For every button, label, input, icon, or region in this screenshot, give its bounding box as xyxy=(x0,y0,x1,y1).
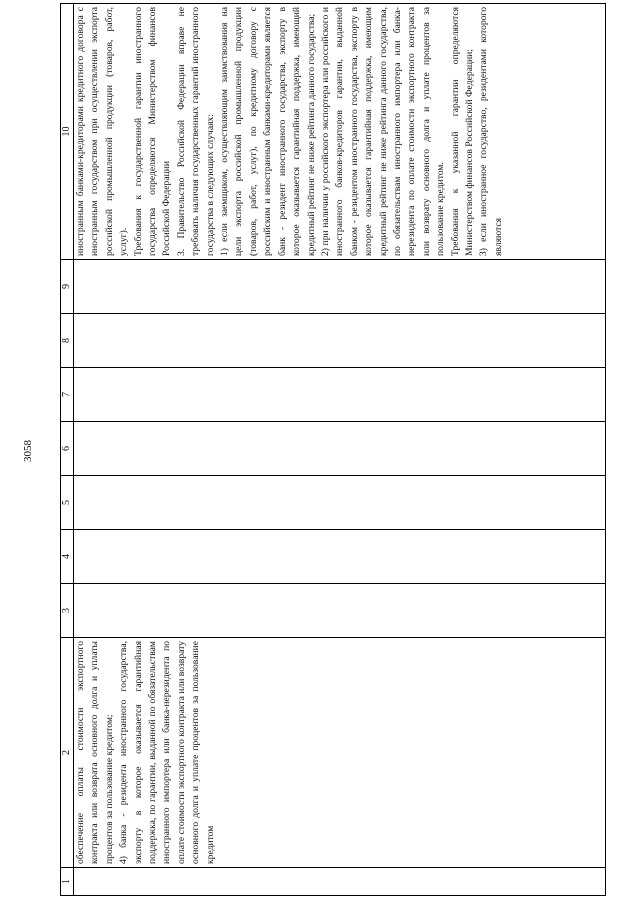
column-header: 7 xyxy=(61,368,74,422)
column-header: 6 xyxy=(61,422,74,476)
column10-paragraph: 1) если заемщиком, осуществляющим заимствования на цели экспорта российской промышленной продукции (товаров, работ, услуг), по кредитному договору с российским и иностранным банками-кредиторами является банк - резидент иностранного государства, экспорту в которое оказывается гарантийная поддержка, имеющий кредитный рейтинг не ниже рейтинга данного государства; xyxy=(219,7,317,256)
column-header: 2 xyxy=(61,638,74,868)
column-header: 5 xyxy=(61,476,74,530)
rotated-table-sheet xyxy=(60,4,606,896)
cell-column-2 xyxy=(74,638,606,868)
cell-column-9 xyxy=(74,260,606,314)
column10-paragraph: Требования к государственной гарантии иностранного государства определяются Министерством финансов Российской Федерации xyxy=(132,7,173,256)
column-header: 1 xyxy=(61,868,74,896)
cell-column-3 xyxy=(74,584,606,638)
column10-paragraph: 3) если иностранное государство, резидентами которого являются xyxy=(478,7,504,256)
column10-paragraph: иностранным банками-кредиторами кредитного договора с иностранным государством при осуществлении экспорта российской промышленной продукции (товаров, работ, услуг). xyxy=(75,7,130,256)
document-table xyxy=(60,3,606,896)
column2-paragraph: 4) банка - резидента иностранного государства, экспорту в которое оказывается гарантийная поддержка, по гарантии, выданной по обязательствам иностранного импортера или банка-нерезидента по оплате стоимости экспортного контракта или возврату основного долга и уплате процентов за пользование кредитом xyxy=(118,640,216,864)
page-number: 3058 xyxy=(22,440,34,462)
column-header: 4 xyxy=(61,530,74,584)
cell-column-10 xyxy=(74,4,606,260)
cell-column-8 xyxy=(74,314,606,368)
column-number-row xyxy=(61,4,74,896)
cell-column-6 xyxy=(74,422,606,476)
cell-column-1 xyxy=(74,868,606,896)
cell-column-7 xyxy=(74,368,606,422)
cell-column-4 xyxy=(74,530,606,584)
column-header: 9 xyxy=(61,260,74,314)
column-header: 10 xyxy=(61,4,74,260)
table-row xyxy=(74,4,606,896)
column10-paragraph: 3. Правительство Российской Федерации вправе не требовать наличия государственных гарантий иностранного государства в следующих случаях: xyxy=(175,7,216,256)
cell-column-5 xyxy=(74,476,606,530)
column-header: 8 xyxy=(61,314,74,368)
column2-paragraph: обеспечение оплаты стоимости экспортного контракта или возврата основного долга и уплаты процентов за пользование кредитом; xyxy=(75,641,115,864)
column-header: 3 xyxy=(61,584,74,638)
column10-paragraph: 2) при наличии у российского экспортера или российского и иностранного банков-кредиторов гарантии, выданной банком - резидентом иностранного государства, экспорту в которое оказывается гарантийная поддержка, имеющим кредитный рейтинг не ниже рейтинга данного государства, по обязательствам иностранного импортера или банка-нерезидента по оплате стоимости экспортного контракта или возврату основного долга и уплате процентов за пользование кредитом. xyxy=(319,7,447,256)
column10-paragraph: Требования к указанной гарантии определяются Министерством финансов Российской Федерации; xyxy=(449,7,475,256)
